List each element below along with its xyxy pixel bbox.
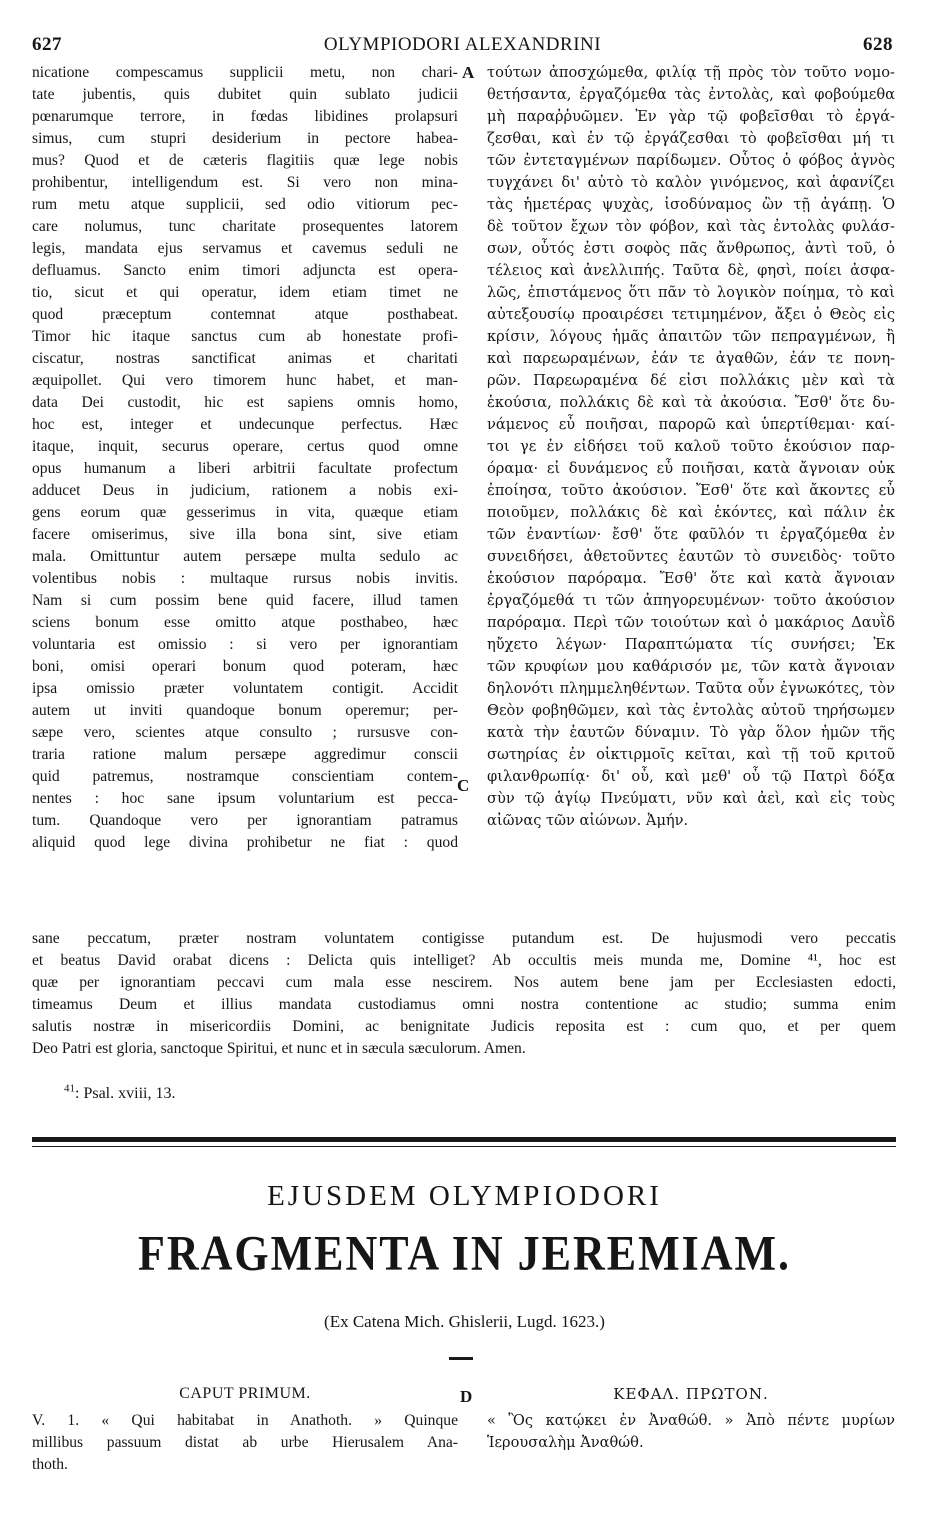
text-line: boni, omisi operari bonum quod poteram, hæc — [32, 658, 458, 675]
text-line: prohibentur, intelligendum est. Si vero non mina- — [32, 174, 458, 191]
text-line: millibus passuum distat ab urbe Hierusalem Ana- — [32, 1434, 458, 1451]
text-line: itaque, inquit, securus operare, certus quod omne — [32, 438, 458, 455]
section-heading-1: EJUSDEM OLYMPIODORI — [267, 1180, 662, 1212]
text-line: σων, οὗτός ἐστι σοφὸς πᾶς ἄνθρωπος, ἀντὶ τοῦ, ὁ — [487, 240, 895, 257]
text-line: τούτων ἀποσχώμεθα, φιλίᾳ τῇ πρὸς τὸν τοῦτο νομο- — [487, 64, 895, 81]
text-line: λῶς, ἐπιστάμενος ὅτι πᾶν τὸ λογικὸν ποίημα, τὸ καὶ — [487, 284, 895, 301]
text-line: φιλανθρωπίᾳ· δι' οὗ, καὶ μεθ' οὗ τῷ Πατρὶ δόξα — [487, 768, 895, 785]
latin-column — [32, 62, 458, 854]
text-line: τῶν κρυφίων μου καθάρισόν με, τῶν κατὰ ἄγνοιαν — [487, 658, 895, 675]
margin-marker-c: C — [457, 776, 470, 795]
text-line: sæpe vero, scientes atque consulto ; rursusve con- — [32, 724, 458, 741]
text-line: Deo Patri est gloria, sanctoque Spiritui, et nunc et in sæcula sæculorum. Amen. — [32, 1040, 526, 1057]
text-line: ἑκούσιον παρόραμα. Ἔσθ' ὅτε καὶ κατὰ ἄγνοιαν — [487, 570, 895, 587]
text-line: ἐργαζόμεθά τι τῶν ἀπηγορευμένων· τοῦτο ἀκούσιον — [487, 592, 895, 609]
margin-marker-d: D — [460, 1387, 473, 1406]
text-line: ζεσθαι, καὶ ἐν τῷ ἐργάζεσθαι τὸ φοβεῖσθαι μή τι — [487, 130, 895, 147]
text-line: thoth. — [32, 1456, 68, 1473]
divider-dash — [449, 1357, 473, 1360]
text-line: tate jubentis, quis dubitet quin sublato judicii — [32, 86, 458, 103]
section-heading-2: FRAGMENTA IN JEREMIAM. — [137, 1226, 792, 1281]
text-line: mus? Quod et de cæteris flagitiis quæ lege nobis — [32, 152, 458, 169]
verse-latin — [32, 1410, 458, 1476]
text-line: mala. Omittuntur autem persæpe multa sedulo ac — [32, 548, 458, 565]
verse-greek — [487, 1410, 895, 1454]
text-line: ciscatur, nostras sanctificat animas et charitati — [32, 350, 458, 367]
text-line: et beatus David orabat dicens : Delicta quis intelliget? Ab occultis meis munda me, Domine ⁴¹, hoc est — [32, 952, 896, 969]
text-line: συνειδήσει, ἀθετοῦντες ἑαυτῶν τὸ συνειδὸς· τοῦτο — [487, 548, 895, 565]
text-line: V. 1. « Qui habitabat in Anathoth. » Quinque — [32, 1412, 458, 1429]
section-source: (Ex Catena Mich. Ghislerii, Lugd. 1623.) — [324, 1312, 605, 1331]
text-line: nicatione compescamus supplicii metu, non chari- — [32, 64, 458, 81]
text-line: δηλονότι πλημμεληθέντων. Ταῦτα οὖν ἐγνωκότες, τὸν — [487, 680, 895, 697]
footnote: $^{41}$: Psal. xviii, 13. — [64, 1082, 176, 1102]
text-line: κατὰ τὴν ἑαυτῶν δύναμιν. Τὸ γὰρ ὅλον ἡμῶν τῆς — [487, 724, 895, 741]
text-line: defluamus. Sancto enim timori adjuncta est opera- — [32, 262, 458, 279]
text-line: tum. Quandoque vero per ignorantiam patramus — [32, 812, 458, 829]
section-rule-thick — [32, 1137, 896, 1142]
text-line: adducet Deus in judicium, rationem a nobis exi- — [32, 482, 458, 499]
text-line: pœnarumque terrore, in fœdas libidines prolapsuri — [32, 108, 458, 125]
text-line: timeamus Deum et illius mandata custodiamus omni nostra contentione ac studio; summa enim — [32, 996, 896, 1013]
text-line: tio, sicut et qui operatur, idem etiam timet ne — [32, 284, 458, 301]
text-line: sciens bonum esse omitto atque posthabeo, hæc — [32, 614, 458, 631]
text-line: Timor hic itaque sanctus cum ab honestate profi- — [32, 328, 458, 345]
text-line: τυγχάνει δι' αὐτὸ τὸ καλὸν γινόμενος, καὶ ἁφανίζει — [487, 174, 895, 191]
text-line: Θεὸν φοβηθῶμεν, καὶ τὰς ἐντολὰς αὐτοῦ τηρήσωμεν — [487, 702, 895, 719]
text-line: μὴ παραῤῥυῶμεν. Ἐν γὰρ τῷ φοβεῖσθαι τὸ ἐργά- — [487, 108, 895, 125]
text-line: παρόραμα. Περὶ τῶν τοιούτων καὶ ὁ μακάριος Δαυῒδ — [487, 614, 895, 631]
text-line: autem ut inviti quandoque bonum operemur; per- — [32, 702, 458, 719]
text-line: facere omiserimus, sive illa bona sint, sive etiam — [32, 526, 458, 543]
text-line: quod præceptum contemnat atque posthabeat. — [32, 306, 458, 323]
text-line: ἑκούσια, πολλάκις δὲ καὶ τὰ ἀκούσια. Ἔσθ' ὅτε δυ- — [487, 394, 895, 411]
text-line: ηὔχετο λέγων· Παραπτώματα τίς συνήσει; Ἐκ — [487, 636, 895, 653]
text-line: voluntaria est omissio : si vero per ignorantiam — [32, 636, 458, 653]
page-number-right: 628 — [863, 34, 893, 55]
text-line: ἐποίησα, τοῦτο ἀκούσιον. Ἔσθ' ὅτε καὶ ἄκοντες εὖ — [487, 482, 895, 499]
running-title: OLYMPIODORI ALEXANDRINI — [323, 34, 602, 55]
text-line: αὐτεξουσίῳ προαιρέσει τετιμημένον, ἄξει ὁ Θεὸς εἰς — [487, 306, 895, 323]
text-line: opus humanum a liberi arbitrii facultate profectum — [32, 460, 458, 477]
text-line: traria ratione malum persæpe aggredimur conscii — [32, 746, 458, 763]
text-line: quæ per ignorantiam peccavi cum mala esse nescirem. Nos autem bene jam per Ecclesiasten edocti, — [32, 974, 896, 991]
running-header — [32, 34, 893, 60]
text-line: σωτηρίας ἐν οἰκτιρμοῖς κεῖται, καὶ τῇ τοῦ κριτοῦ — [487, 746, 895, 763]
text-line: quid patremus, nostramque conscientiam contem- — [32, 768, 458, 785]
text-line: όραμα· εἰ δυνάμενος εὖ ποιῆσαι, κατὰ ἄγνοιαν οὐκ — [487, 460, 895, 477]
chapter-heading-greek: ΚΕΦΑΛ. ΠΡΩΤΟΝ. — [613, 1385, 769, 1403]
margin-marker-a: A — [462, 63, 475, 82]
text-line: sane peccatum, præter nostram voluntatem contigisse putandum est. De hujusmodi vero peccatis — [32, 930, 896, 947]
footnote-text: Psal. xviii, 13. — [83, 1085, 176, 1102]
text-line: σὺν τῷ ἁγίῳ Πνεύματι, νῦν καὶ ἀεὶ, καὶ εἰς τοὺς — [487, 790, 895, 807]
text-line: νάμενος εὖ ποιῆσαι, παρορῶ καὶ ὑπερτίθεμαι· καί- — [487, 416, 895, 433]
text-line: æquipollet. Qui vero timorem hunc habet, et man- — [32, 372, 458, 389]
text-line: legis, mandata ejus servamus et cavemus seduli ne — [32, 240, 458, 257]
text-line: αἰῶνας τῶν αἰώνων. Ἀμήν. — [487, 812, 689, 829]
text-line: Nam si cum possim bene quid facere, illud tamen — [32, 592, 458, 609]
text-line: καὶ παρεωραμένων, ἐάν τε ἀγαθῶν, ἐάν τε πονη- — [487, 350, 895, 367]
full-width-text — [32, 928, 896, 1060]
greek-column — [487, 62, 895, 832]
text-line: τὰς ἡμετέρας ψυχὰς, ἰσοδύναμος ὢν τῇ ἀγάπῃ. Ὁ — [487, 196, 895, 213]
text-line: δὲ τοῦτον ἔχων τὸν φόβον, καὶ τὰς ἐντολὰς φυλάσ- — [487, 218, 895, 235]
text-line: aliquid quod lege divina prohibetur ne fiat : quod — [32, 834, 458, 851]
text-line: ποιοῦμεν, πολλάκις δὲ καὶ ἑκόντες, καὶ πάλιν ἐκ — [487, 504, 895, 521]
text-line: τέλειος καὶ ἀνελλιπής. Ταῦτα δὲ, φησὶ, ποίει ἀσφα- — [487, 262, 895, 279]
text-line: τῶν ἐντεταγμένων παρίδωμεν. Οὗτος ὁ φόβος ἁγνὸς — [487, 152, 895, 169]
text-line: nentes : hoc sane ipsum voluntarium est pecca- — [32, 790, 458, 807]
footnote-number: 41 — [64, 1082, 75, 1095]
text-line: ipsa omissio præter voluntatem contigit. Accidit — [32, 680, 458, 697]
text-line: simus, cum stupri desiderium in pectore habea- — [32, 130, 458, 147]
text-line: hoc est, integer et undecunque perfectus. Hæc — [32, 416, 458, 433]
text-line: salutis nostræ in misericordiis Domini, ac benignitate Judicis reposita est : cum quo, et per quem — [32, 1018, 896, 1035]
text-line: care nolumus, tunc charitate prosequentes latorem — [32, 218, 458, 235]
text-line: volentibus nobis : multaque rursus nobis invitis. — [32, 570, 458, 587]
chapter-heading-latin: CAPUT PRIMUM. — [179, 1385, 311, 1402]
text-line: rum metu atque supplicii, sed odio vitiorum pec- — [32, 196, 458, 213]
text-line: Ἱερουσαλὴμ Ἀναθώθ. — [487, 1434, 644, 1451]
text-line: τοι γε ἐν εἰδήσει τοῦ καλοῦ τοῦτο ἑκούσιον παρ- — [487, 438, 895, 455]
text-line: « Ὃς κατῴκει ἐν Ἀναθώθ. » Ἀπὸ πέντε μυρίων — [487, 1412, 895, 1429]
page-number-left: 627 — [32, 34, 62, 55]
text-line: κρίσιν, λόγους ἡμᾶς ἀπαιτῶν τῶν πεπραγμένων, ἢ — [487, 328, 895, 345]
text-line: τῶν ἐναντίων· ἔσθ' ὅτε φαῦλόν τι ἐργαζόμεθα ἐν — [487, 526, 895, 543]
text-line: θετήσαντα, ἐργαζόμεθα τὰς ἐντολὰς, καὶ φοβούμεθα — [487, 86, 895, 103]
text-line: gens eorum quæ gesserimus in vita, quæque etiam — [32, 504, 458, 521]
text-line: ρῶν. Παρεωραμένα δέ εἰσι πολλάκις μὲν καὶ τὰ — [487, 372, 895, 389]
text-line: data Dei custodit, hic est sapiens omnis homo, — [32, 394, 458, 411]
section-rule-thin — [32, 1146, 896, 1147]
